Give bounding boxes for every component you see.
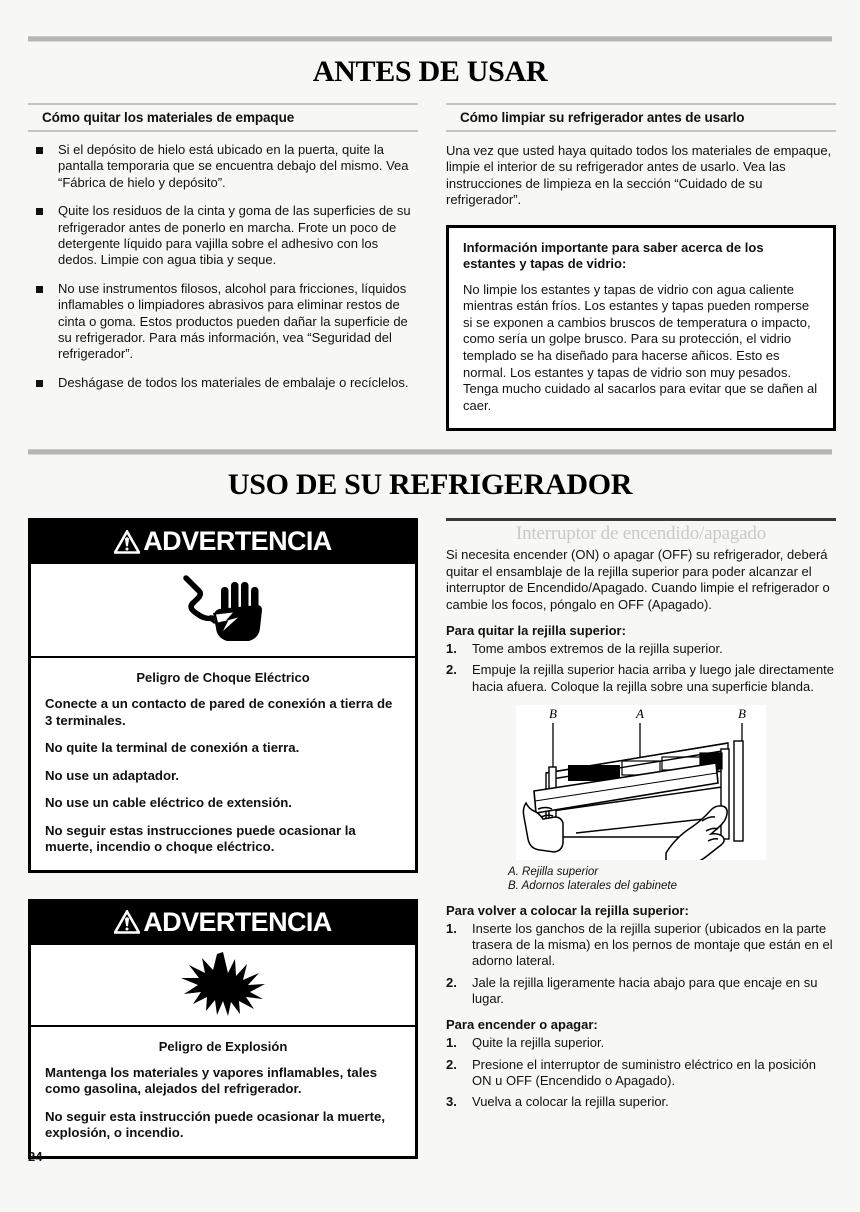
hazard-title: Peligro de Choque Eléctrico [136,670,310,686]
warning-line: No seguir esta instrucción puede ocasionar la muerte, explosión, o incendio. [45,1108,386,1141]
bullet-square-icon [36,380,43,387]
step-text: Tome ambos extremos de la rejilla superior. [472,641,723,656]
warning-header-text: ADVERTENCIA [143,526,332,557]
warning-line: Mantenga los materiales y vapores inflamables, tales como gasolina, alejados del refrigerador. [45,1064,378,1097]
subheading-encender-apagar: Para encender o apagar: [446,1017,598,1033]
warning-line: No use un cable eléctrico de extensión. [45,795,292,811]
step-text: Jale la rejilla ligeramente hacia abajo para que encaje en su lugar. [472,974,818,1007]
page-number: 24 [28,1149,43,1164]
packing-materials-bullet-list [28,142,418,391]
info-box-body: No limpie los estantes y tapas de vidrio con agua caliente mientras están fríos. Los estantes y tapas pueden romperse si se exponen a cambios bruscos de temperatura o impacto, como sería un golpe brusco. Para su protección, el vidrio templado se ha diseñado para hacerse añicos. Esto es normal. Los estantes y tapas de vidrio son muy pesados. Tenga mucho cuidado al sacarlos para evitar que se dañen al caer. [463,281,818,413]
warning-header-bar [31,902,415,945]
step-number: 2. [446,1056,457,1072]
heading-como-quitar-empaque: Cómo quitar los materiales de empaque [42,110,295,125]
explosion-icon-area [31,945,415,1027]
section2-right-column [446,518,836,1159]
figure-label-b-right: B [738,705,746,721]
list-item [28,142,418,191]
warning-header-bar [31,521,415,564]
list-item [446,1094,836,1110]
step-text: Quite la rejilla superior. [472,1035,605,1051]
figure-caption-b: B. Adornos laterales del gabinete [508,879,677,892]
step-number: 1. [446,641,457,656]
section1-columns [28,103,832,431]
section2-columns [28,518,835,1159]
warning-header-text: ADVERTENCIA [143,906,332,937]
top-grille-illustration [516,705,766,860]
step-number: 3. [446,1094,457,1110]
warning-line: Conecte a un contacto de pared de conexión a tierra de 3 terminales. [45,696,393,728]
warning-box-explosion [28,899,418,1159]
electric-shock-warning-body [31,658,415,870]
heading-interruptor-encendido-apagado: Interruptor de encendido/apagado [516,523,766,545]
list-item [446,975,836,1008]
section1-left-column [28,103,418,431]
step-number: 1. [446,920,457,936]
list-item [446,1035,836,1051]
steps-volver-colocar-rejilla [446,921,836,1007]
onoff-intro-text: Si necesita encender (ON) o apagar (OFF) su refrigerador, deberá quitar el ensamblaje de la rejilla superior para poder alcanzar el interruptor de Encendido/Apagado. Cuando limpie el refrigerador o cambie los focos, póngalo en OFF (Apagado). [446,547,830,612]
list-item [28,281,418,363]
list-item [28,375,418,391]
section-title-uso-refrigerador: USO DE SU REFRIGERADOR [227,468,633,502]
glass-shelves-info-box [446,225,836,432]
figure-label-a: A [636,705,644,721]
list-item-text: No use instrumentos filosos, alcohol para fricciones, líquidos inflamables o limpiadores abrasivos para eliminar restos de cinta o goma. Estos productos pueden dañar la superficie de su refrigerador. Para más información, vea “Seguridad del refrigerador”. [58,280,408,362]
step-text: Vuelva a colocar la rejilla superior. [472,1094,669,1110]
section2-left-column [28,518,418,1159]
warning-triangle-icon [114,530,140,554]
list-item-text: Si el depósito de hielo está ubicado en la puerta, quite la pantalla temporaria que se encuentra debajo del mismo. Vea “Fábrica de hielo y depósito”. [58,142,409,190]
list-item [28,203,418,269]
section1-right-column [446,103,836,431]
list-item [446,641,836,657]
bullet-square-icon [36,147,43,154]
list-item [446,662,836,695]
step-text: Inserte los ganchos de la rejilla superior (ubicados en la parte trasera de la misma) en los pernos de montaje que están en el adorno lateral. [472,920,833,969]
steps-encender-apagar [446,1035,836,1110]
cleaning-intro-text: Una vez que usted haya quitado todos los materiales de empaque, limpie el interior de su refrigerador antes de usarlo. Vea las instrucciones de limpieza en la sección “Cuidado de su refrigerador”. [446,143,832,208]
bullet-square-icon [36,286,43,293]
warning-line: No use un adaptador. [45,767,180,783]
list-item-text: Deshágase de todos los materiales de embalaje o recíclelos. [58,374,409,390]
figure-caption [508,865,677,893]
subheading-quitar-rejilla: Para quitar la rejilla superior: [446,623,626,638]
left-heading-rule-bottom [28,130,418,132]
bullet-square-icon [36,208,43,215]
step-number: 2. [446,662,457,678]
explosion-warning-body [31,1027,415,1156]
heading-como-limpiar-refrigerador: Cómo limpiar su refrigerador antes de usarlo [460,110,745,125]
warning-box-electric-shock [28,518,418,873]
warning-line: No seguir estas instrucciones puede ocasionar la muerte, incendio o choque eléctrico. [45,822,356,855]
step-text: Presione el interruptor de suministro eléctrico en la posición ON u OFF (Encendido o Apagado). [472,1056,816,1088]
right-heading-rule-bottom [446,130,836,132]
electric-shock-icon [169,571,277,649]
explosion-icon [175,950,271,1020]
electric-shock-icon-area [31,564,415,658]
step-number: 2. [446,974,457,990]
list-item-text: Quite los residuos de la cinta y goma de las superficies de su refrigerador antes de ponerlo en marcha. Frote un poco de detergente líquido para vajilla sobre el adhesivo con los dedos. Limpie con agua tibia y seque. [58,203,411,268]
step-number: 1. [446,1035,457,1051]
warning-line: No quite la terminal de conexión a tierra. [45,740,300,756]
step-text: Empuje la rejilla superior hacia arriba y luego jale directamente hacia afuera. Coloque la rejilla sobre una superficie blanda. [472,662,835,694]
top-grille-figure [446,705,836,893]
list-item [446,921,836,970]
section-title-antes-de-usar: ANTES DE USAR [312,55,548,88]
hazard-title: Peligro de Explosión [158,1038,288,1054]
info-box-title: Información importante para saber acerca de los estantes y tapas de vidrio: [463,239,764,272]
warning-triangle-icon [114,910,140,934]
figure-label-b-left: B [549,705,557,721]
figure-caption-a: A. Rejilla superior [508,865,599,878]
subheading-volver-colocar-rejilla: Para volver a colocar la rejilla superior: [446,902,689,918]
list-item [446,1057,836,1090]
steps-quitar-rejilla [446,641,836,695]
